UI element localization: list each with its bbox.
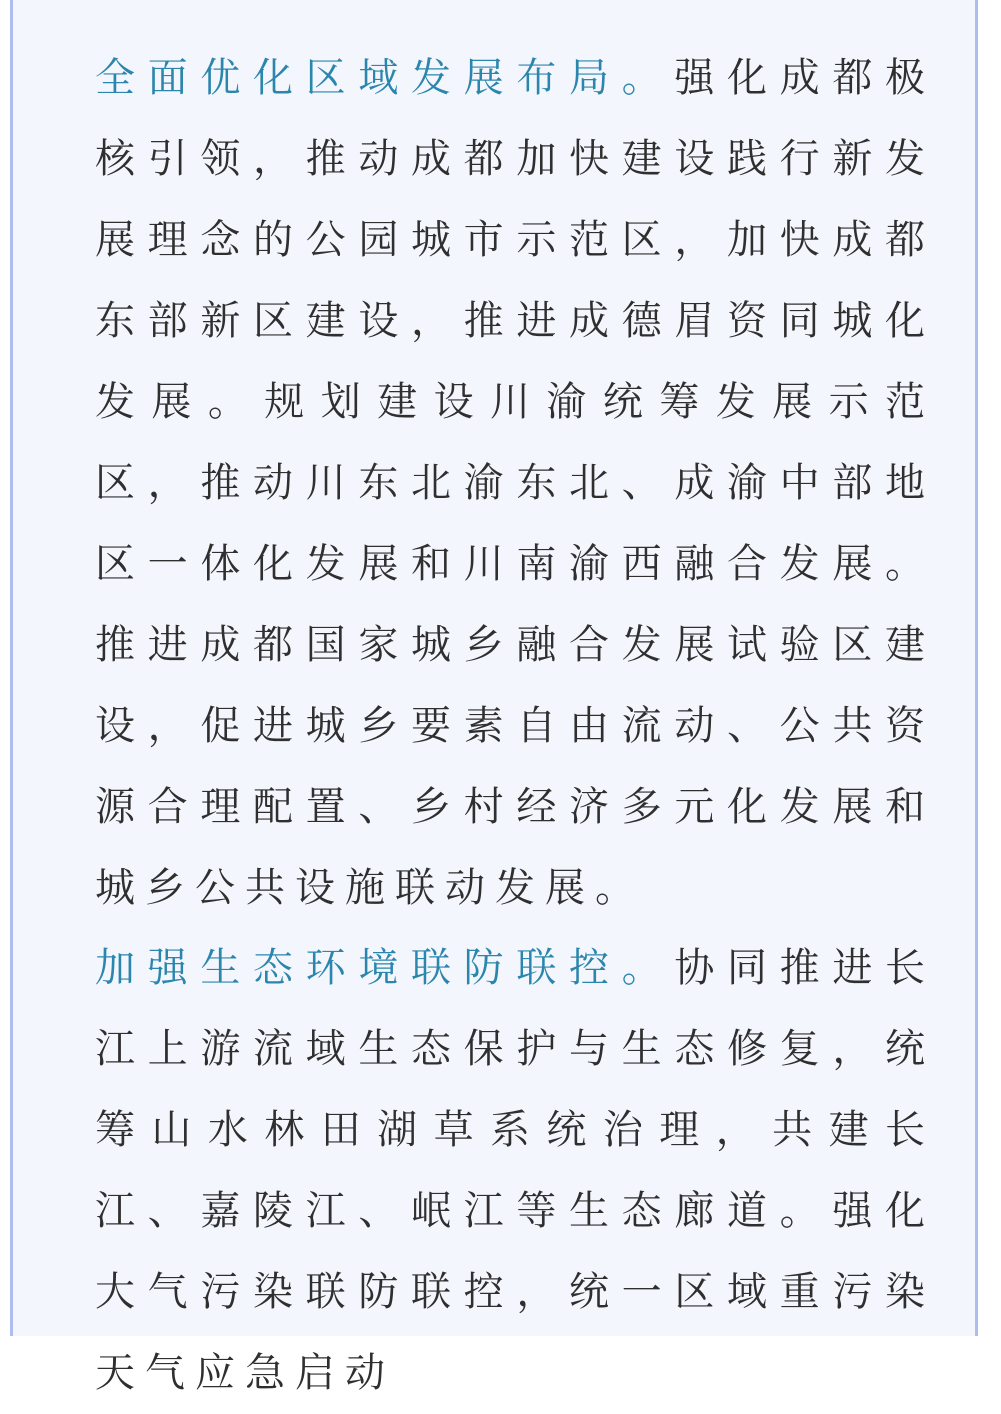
section-paragraph	[95, 38, 935, 929]
section-heading: 加强生态环境联防联控。	[95, 945, 675, 991]
section-heading: 全面优化区域发展布局。	[95, 55, 675, 101]
section-paragraph	[95, 928, 935, 1414]
section-body: 强化成都极核引领，推动成都加快建设践行新发展理念的公园城市示范区，加快成都东部新区建设，推进成德眉资同城化发展。规划建设川渝统筹发展示范区，推动川东北渝东北、成渝中部地区一体化发展和川南渝西融合发展。推进成都国家城乡融合发展试验区建设，促进城乡要素自由流动、公共资源合理配置、乡村经济多元化发展和城乡公共设施联动发展。	[95, 55, 936, 911]
section-body: 协同推进长江上游流域生态保护与生态修复，统筹山水林田湖草系统治理，共建长江、嘉陵江、岷江等生态廊道。强化大气污染联防联控，统一区域重污染天气应急启动	[95, 945, 936, 1396]
article-panel	[10, 0, 978, 1396]
